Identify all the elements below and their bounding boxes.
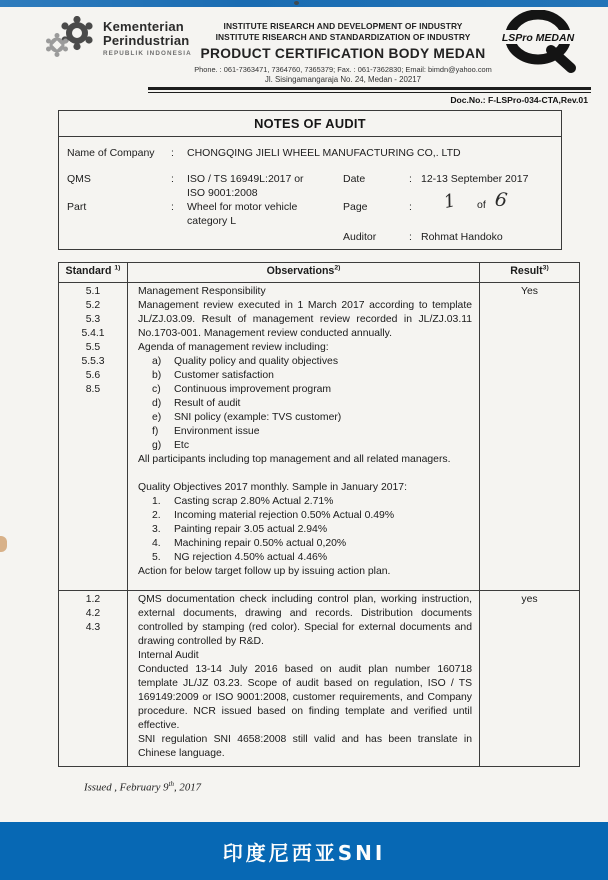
letterhead (165, 21, 521, 84)
page-of-word: of (477, 199, 486, 211)
observation-paragraph: All participants including top management and all related managers. (138, 454, 451, 465)
colon: : (409, 231, 412, 243)
observations-column-header: Observations$^{2)}$ (128, 263, 480, 283)
colon: : (409, 201, 412, 213)
date-value: 12-13 September 2017 (421, 173, 529, 185)
auditor-value: Rohmat Handoko (421, 231, 503, 243)
q-stamp-icon (499, 32, 583, 78)
list-item: 3. Painting repair 3.05 actual 2.94% (152, 524, 328, 535)
scan-artifact (294, 1, 299, 5)
colon: : (171, 173, 174, 185)
colon: : (171, 201, 174, 213)
bottom-banner (0, 822, 608, 880)
contact-line: Phone. : 061-7363471, 7364760, 7365379; Fax. : 061-7362830; Email: bimdn@yahoo.com (194, 65, 492, 74)
page-current-handwritten: 1 (441, 190, 458, 213)
qms-value-line1: ISO / TS 16949L:2017 or (187, 173, 304, 185)
issued-date-line: Issued , February 9th, 2017 (84, 780, 202, 794)
table-header-row (59, 263, 580, 283)
list-item: a) Quality policy and quality objectives (152, 356, 339, 367)
standard-column-header: Standard $^{1)}$ (59, 263, 128, 283)
list-item: c) Continuous improvement program (152, 384, 332, 395)
gears-icon (44, 16, 96, 58)
result-cell: Yes (480, 283, 580, 591)
list-item: b) Customer satisfaction (152, 370, 274, 381)
colon: : (171, 147, 174, 159)
page-label: Page (343, 201, 368, 213)
scan-artifact (0, 536, 7, 552)
observations-cell (128, 283, 480, 591)
header-divider-rule (148, 87, 591, 93)
observations-cell (128, 591, 480, 767)
qms-label: QMS (67, 173, 91, 185)
observation-paragraph: Quality Objectives 2017 monthly. Sample in January 2017: (138, 482, 407, 493)
notes-of-audit-box (58, 110, 562, 250)
part-value-line2: category L (187, 215, 237, 227)
banner-text: 印度尼西亚SNI (222, 840, 386, 865)
lspro-logo-text: LSPro MEDAN (501, 32, 575, 44)
table-row (59, 591, 580, 767)
address-line: Jl. Sisingamangaraja No. 24, Medan - 20217 (264, 75, 422, 84)
list-item: 2. Incoming material rejection 0.50% Actual 0.49% (152, 510, 395, 521)
list-item: d) Result of audit (152, 398, 241, 409)
list-item: e) SNI policy (example: TVS customer) (152, 412, 342, 423)
part-value-line1: Wheel for motor vehicle (187, 201, 298, 213)
ministry-name-line1: Kementerian (103, 19, 184, 34)
certification-body-name: PRODUCT CERTIFICATION BODY MEDAN (200, 46, 486, 61)
company-label: Name of Company (67, 147, 155, 159)
list-item: 5. NG rejection 4.50% actual 4.46% (152, 552, 328, 563)
standard-clauses: 5.1 5.2 5.3 5.4.1 5.5 5.5.3 5.6 8.5 (59, 283, 128, 591)
audit-observations-table (58, 262, 580, 767)
result-cell: yes (480, 591, 580, 767)
observation-paragraph: Agenda of management review including: (138, 342, 329, 353)
observation-paragraph: Internal Audit (138, 650, 199, 661)
observation-paragraph: Management review executed in 1 March 2017 according to template JL/ZJ.03.09. Result of management review recorded in JL/ZJ.03.11 No.1703-001. Management review conducted annually. (138, 300, 472, 339)
institute-line-1: INSTITUTE RISEARCH AND DEVELOPMENT OF INDUSTRY (223, 21, 463, 31)
ministry-name-line2: Perindustrian (103, 33, 190, 48)
observation-paragraph: SNI regulation SNI 4658:2008 still valid and has been translate in Chinese language. (138, 734, 472, 759)
list-item: f) Environment issue (152, 426, 260, 437)
colon: : (409, 173, 412, 185)
institute-line-2: INSTITUTE RISEARCH AND STANDARDIZATION OF INDUSTRY (215, 32, 471, 42)
ministry-name-line3: REPUBLIK INDONESIA (103, 50, 192, 57)
observation-paragraph: Action for below target follow up by issuing action plan. (138, 566, 391, 577)
list-item: g) Etc (152, 440, 190, 451)
qms-value-line2: ISO 9001:2008 (187, 187, 258, 199)
page-total-handwritten: 6 (493, 188, 509, 212)
result-column-header: Result$^{3)}$ (480, 263, 580, 283)
list-item: 4. Machining repair 0.50% actual 0,20% (152, 538, 347, 549)
observation-paragraph: Conducted 13-14 July 2016 based on audit plan number 160718 template JL/JZ 03.23. Scope of audit based on regulation, ISO / TS 169149:2009 or ISO 9001:2008, customer requirements, and Company procedure. NCR issued based on finding template and verified until effective. (138, 664, 472, 731)
list-item: 1. Casting scrap 2.80% Actual 2.71% (152, 496, 334, 507)
observation-paragraph: Management Responsibility (138, 286, 266, 297)
part-label: Part (67, 201, 87, 213)
standard-clauses: 1.2 4.2 4.3 (59, 591, 128, 767)
top-border-strip (0, 0, 608, 7)
document-title: NOTES OF AUDIT (59, 111, 561, 137)
doc-number: Doc.No.: F-LSPro-034-CTA,Rev.01 (450, 95, 588, 105)
auditor-label: Auditor (343, 231, 377, 243)
lspro-medan-logo (499, 10, 583, 79)
company-value: CHONGQING JIELI WHEEL MANUFACTURING CO,. LTD (187, 147, 461, 159)
table-row (59, 283, 580, 591)
observation-paragraph: QMS documentation check including control plan, working instruction, external documents, drawing and records. Distribution documents controlled by stamping (red color). Special for external documents and drawing controlled by R&D. (138, 594, 472, 647)
date-label: Date (343, 173, 366, 185)
